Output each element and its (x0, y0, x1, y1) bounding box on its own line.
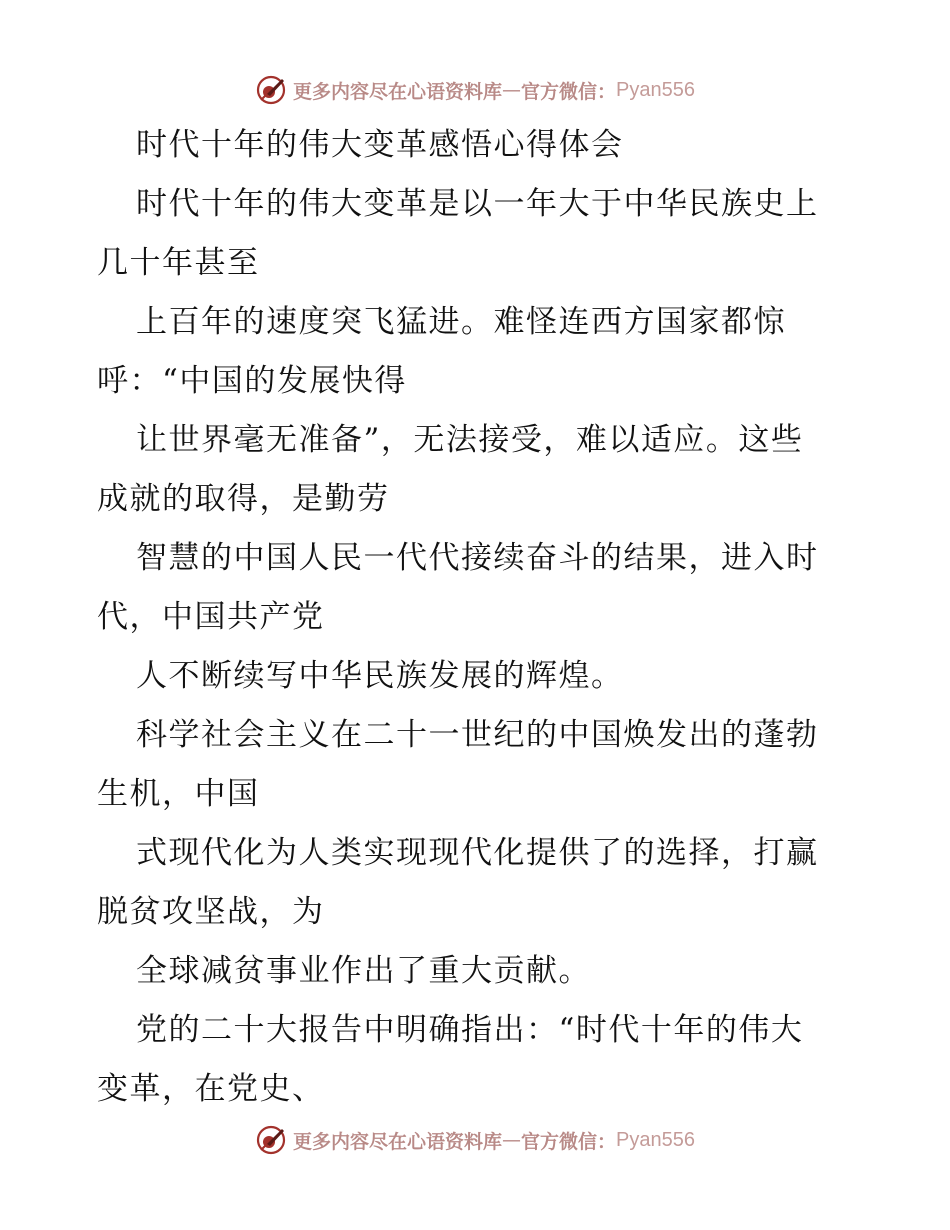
body-line: 时代十年的伟大变革是以一年大于中华民族史上 (136, 186, 819, 222)
body-line: 科学社会主义在二十一世纪的中国焕发出的蓬勃 (136, 717, 819, 753)
body-line: 几十年甚至 (97, 245, 260, 281)
body-line: 让世界毫无准备”，无法接受，难以适应。这些 (136, 422, 804, 458)
header-wechat-label: 官方微信： (521, 80, 617, 103)
body-line: 生机，中国 (97, 776, 260, 812)
footer-watermark (0, 1120, 950, 1160)
header-watermark (0, 70, 950, 110)
body-line: 成就的取得，是勤劳 (97, 481, 390, 517)
body-line: 呼：“中国的发展快得 (97, 363, 407, 399)
quill-logo-icon (255, 74, 287, 106)
body-line: 党的二十大报告中明确指出：“时代十年的伟大 (136, 1012, 804, 1048)
footer-separator: — (502, 1129, 522, 1151)
footer-title: 更多内容尽在心语资料库 (293, 1130, 503, 1153)
body-line: 人不断续写中华民族发展的辉煌。 (136, 658, 624, 694)
body-line: 全球减贫事业作出了重大贡献。 (136, 953, 591, 989)
body-line: 智慧的中国人民一代代接续奋斗的结果，进入时 (136, 540, 819, 576)
footer-wechat-label: 官方微信： (521, 1130, 617, 1153)
header-title: 更多内容尽在心语资料库 (293, 80, 503, 103)
body-line: 式现代化为人类实现现代化提供了的选择，打赢 (136, 835, 819, 871)
header-separator: — (502, 79, 522, 101)
body-line: 变革，在党史、 (97, 1071, 325, 1107)
footer-wechat-id: Pyan556 (616, 1128, 695, 1151)
body-line: 代，中国共产党 (97, 599, 325, 635)
document-title: 时代十年的伟大变革感悟心得体会 (136, 127, 624, 163)
body-line: 脱贫攻坚战，为 (97, 894, 325, 930)
header-wechat-id: Pyan556 (616, 78, 695, 101)
document-body (97, 124, 857, 1127)
body-line: 上百年的速度突飞猛进。难怪连西方国家都惊 (136, 304, 786, 340)
quill-logo-icon (255, 1124, 287, 1156)
